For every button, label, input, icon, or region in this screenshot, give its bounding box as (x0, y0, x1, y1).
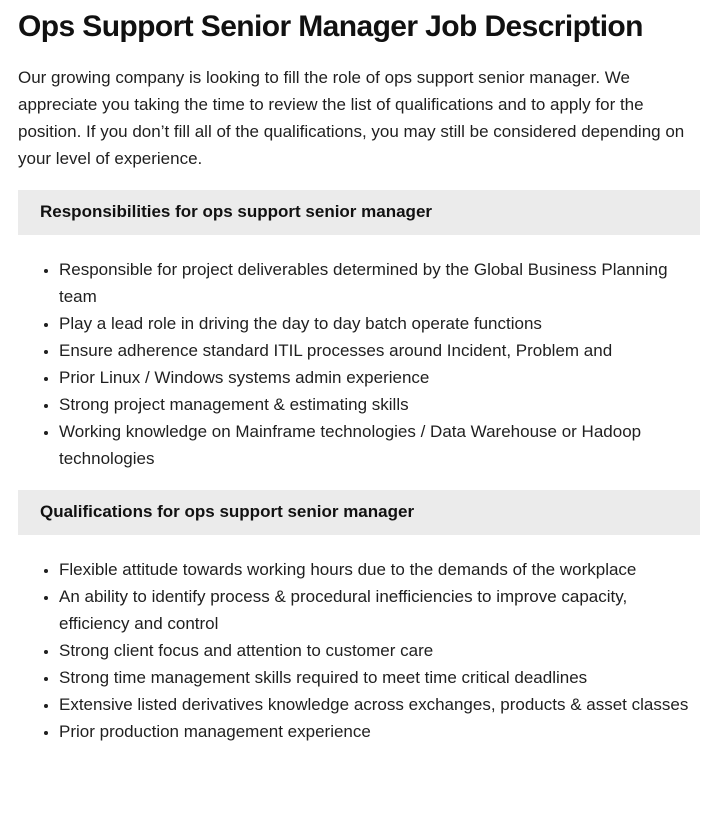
list-item: • Strong project management & estimating skills (59, 391, 698, 418)
bullet-list (18, 256, 698, 472)
list-item: • Play a lead role in driving the day to day batch operate functions (59, 310, 698, 337)
section (18, 190, 700, 472)
list-item: • Flexible attitude towards working hours due to the demands of the workplace (59, 556, 698, 583)
list-item: • Prior production management experience (59, 718, 698, 745)
page-title: Ops Support Senior Manager Job Description (18, 10, 643, 43)
section-header: Qualifications for ops support senior manager (18, 490, 700, 535)
list-item: • Ensure adherence standard ITIL processes around Incident, Problem and (59, 337, 698, 364)
list-item: • Extensive listed derivatives knowledge across exchanges, products & asset classes (59, 691, 698, 718)
list-item: • An ability to identify process & procedural inefficiencies to improve capacity, efficiency and control (59, 583, 698, 637)
list-item: • Working knowledge on Mainframe technologies / Data Warehouse or Hadoop technologies (59, 418, 698, 472)
list-item: • Prior Linux / Windows systems admin experience (59, 364, 698, 391)
sections-container (18, 190, 700, 745)
list-item: • Strong time management skills required to meet time critical deadlines (59, 664, 698, 691)
intro-paragraph: Our growing company is looking to fill the role of ops support senior manager. We appreciate you taking the time to review the list of qualifications and to apply for the position. If you don’t fill all of the qualifications, you may still be considered depending on your level of experience. (18, 68, 685, 168)
list-item: • Strong client focus and attention to customer care (59, 637, 698, 664)
bullet-list (18, 556, 698, 745)
section-header: Responsibilities for ops support senior manager (18, 190, 700, 235)
section (18, 490, 700, 745)
list-item: • Responsible for project deliverables determined by the Global Business Planning team (59, 256, 698, 310)
